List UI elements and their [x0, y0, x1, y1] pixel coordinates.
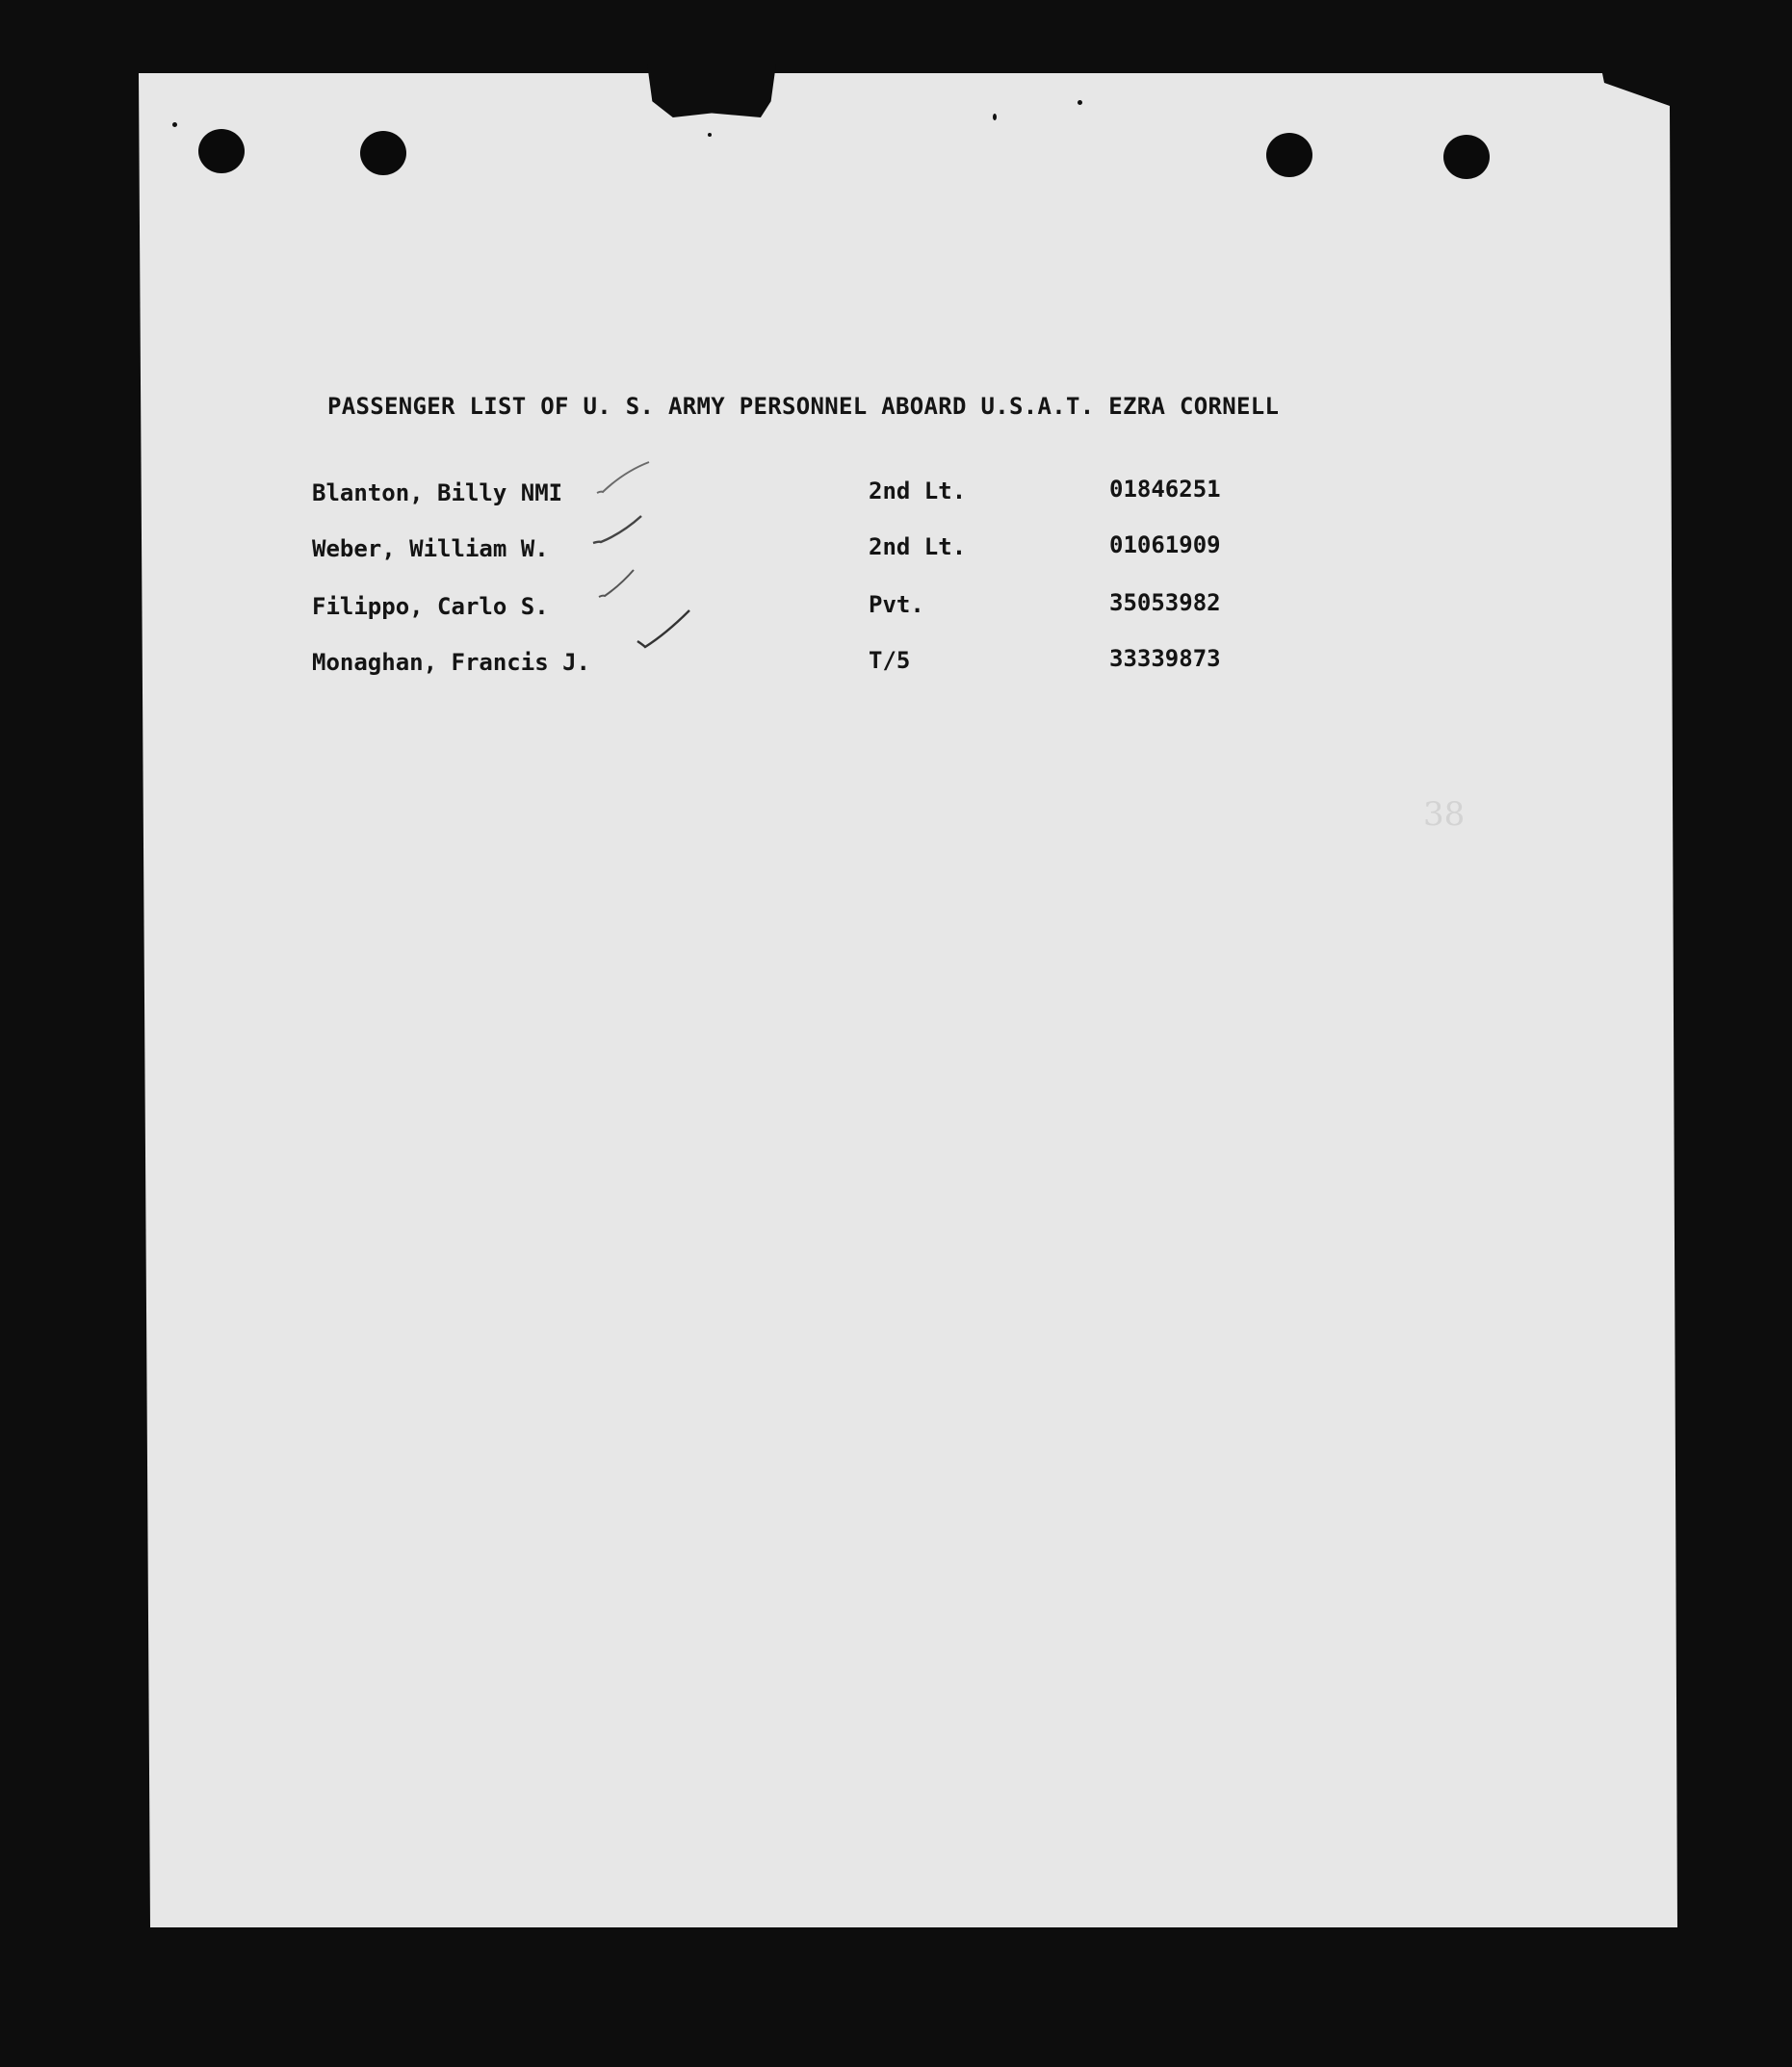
punch-hole — [198, 129, 245, 173]
passenger-rank: Pvt. — [869, 591, 924, 618]
passenger-name: Weber, William W. — [312, 535, 549, 562]
passenger-rank: 2nd Lt. — [869, 478, 967, 504]
check-mark-icon — [636, 607, 693, 655]
paper-sheet — [139, 73, 1677, 1927]
passenger-serial: 35053982 — [1109, 589, 1221, 616]
passenger-name: Filippo, Carlo S. — [312, 593, 549, 620]
torn-tab — [647, 64, 776, 117]
document-title: PASSENGER LIST OF U. S. ARMY PERSONNEL ABOARD U.S.A.T. EZRA CORNELL — [327, 393, 1280, 420]
dust-speck — [708, 133, 712, 137]
passenger-serial: 01846251 — [1109, 476, 1221, 503]
dust-speck — [172, 122, 177, 127]
check-mark-icon — [591, 512, 649, 551]
punch-hole — [1443, 135, 1490, 179]
passenger-rank: 2nd Lt. — [869, 533, 967, 560]
passenger-rank: T/5 — [869, 647, 911, 674]
passenger-serial: 01061909 — [1109, 531, 1221, 558]
passenger-serial: 33339873 — [1109, 645, 1221, 672]
faint-page-number: 38 — [1423, 795, 1466, 834]
passenger-name: Monaghan, Francis J. — [312, 649, 590, 676]
check-mark-icon — [595, 458, 653, 497]
dust-speck — [1078, 100, 1082, 105]
dust-speck — [993, 114, 997, 120]
passenger-name: Blanton, Billy NMI — [312, 479, 563, 506]
punch-hole — [360, 131, 406, 175]
punch-hole — [1266, 133, 1312, 177]
check-mark-icon — [597, 566, 645, 605]
